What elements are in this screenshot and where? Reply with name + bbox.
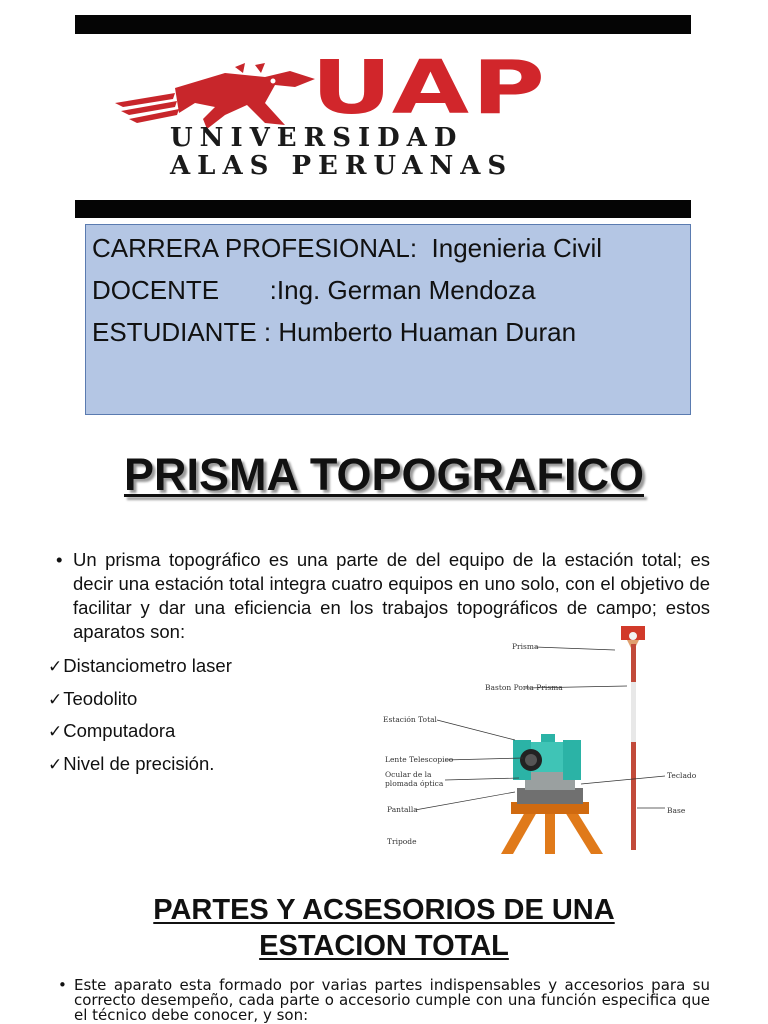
student-line: ESTUDIANTE : Humberto Huaman Duran <box>92 317 577 347</box>
bullet-marker: • <box>58 976 67 994</box>
label-tripode: Tripode <box>387 837 417 846</box>
logo-acronym: UAP <box>311 45 548 131</box>
check-icon: ✓ <box>48 689 63 710</box>
check-icon: ✓ <box>48 754 63 775</box>
logo-bottom-bar <box>75 200 691 218</box>
equipment-list <box>48 654 232 784</box>
tripod-icon <box>501 802 603 854</box>
list-item-label: Teodolito <box>63 687 138 709</box>
list-item-label: Distanciometro laser <box>63 655 232 676</box>
logo-university-name-line1: UNIVERSIDAD <box>170 123 464 153</box>
logo-top-bar <box>75 15 691 34</box>
prism-pole <box>631 644 636 850</box>
section-paragraph <box>58 978 710 1023</box>
label-baston: Baston Porta Prisma <box>485 683 563 692</box>
bullet-marker: • <box>56 549 63 570</box>
list-item <box>48 752 232 785</box>
career-line: CARRERA PROFESIONAL: Ingenieria Civil <box>92 233 603 263</box>
logo-university-name-line2: ALAS PERUANAS <box>170 151 514 181</box>
list-item <box>48 719 232 752</box>
section-title: PARTES Y ACSESORIOS DE UNA ESTACION TOTAL <box>153 894 615 962</box>
list-item-label: Computadora <box>63 720 176 741</box>
course-info-box <box>85 224 691 415</box>
label-prisma: Prisma <box>512 642 539 651</box>
intro-text: Un prisma topográfico es una parte de del equipo de la estación total; es decir una estación total integra cuatro equipos en uno solo, con el objetivo de facilitar y dar una eficiencia en los trabajos topográficos de campo; estos aparatos son: <box>73 549 710 642</box>
list-item-label: Nivel de precisión. <box>63 752 215 774</box>
label-lente: Lente Telescopico <box>385 755 454 764</box>
label-base: Base <box>667 806 686 815</box>
check-icon: ✓ <box>48 657 63 677</box>
label-estacion: Estación Total <box>383 715 437 724</box>
label-ocular-1: Ocular de la <box>385 770 432 779</box>
list-item <box>48 687 232 720</box>
label-ocular-2: plomada óptica <box>385 779 444 788</box>
list-item <box>48 654 232 687</box>
page-title: PRISMA TOPOGRAFICO <box>123 449 645 500</box>
total-station-diagram <box>375 622 710 858</box>
check-icon: ✓ <box>48 722 63 742</box>
label-pantalla: Pantalla <box>387 805 418 814</box>
label-teclado: Teclado <box>667 771 697 780</box>
teacher-line: DOCENTE :Ing. German Mendoza <box>92 275 536 305</box>
university-logo <box>75 15 691 218</box>
total-station-icon <box>513 734 583 804</box>
section-text: Este aparato esta formado por varias partes indispensables y accesorios para su correcto desempeño, cada parte o accesorio cumple con una función especifica que el técnico debe conocer, y son: <box>74 976 710 1024</box>
